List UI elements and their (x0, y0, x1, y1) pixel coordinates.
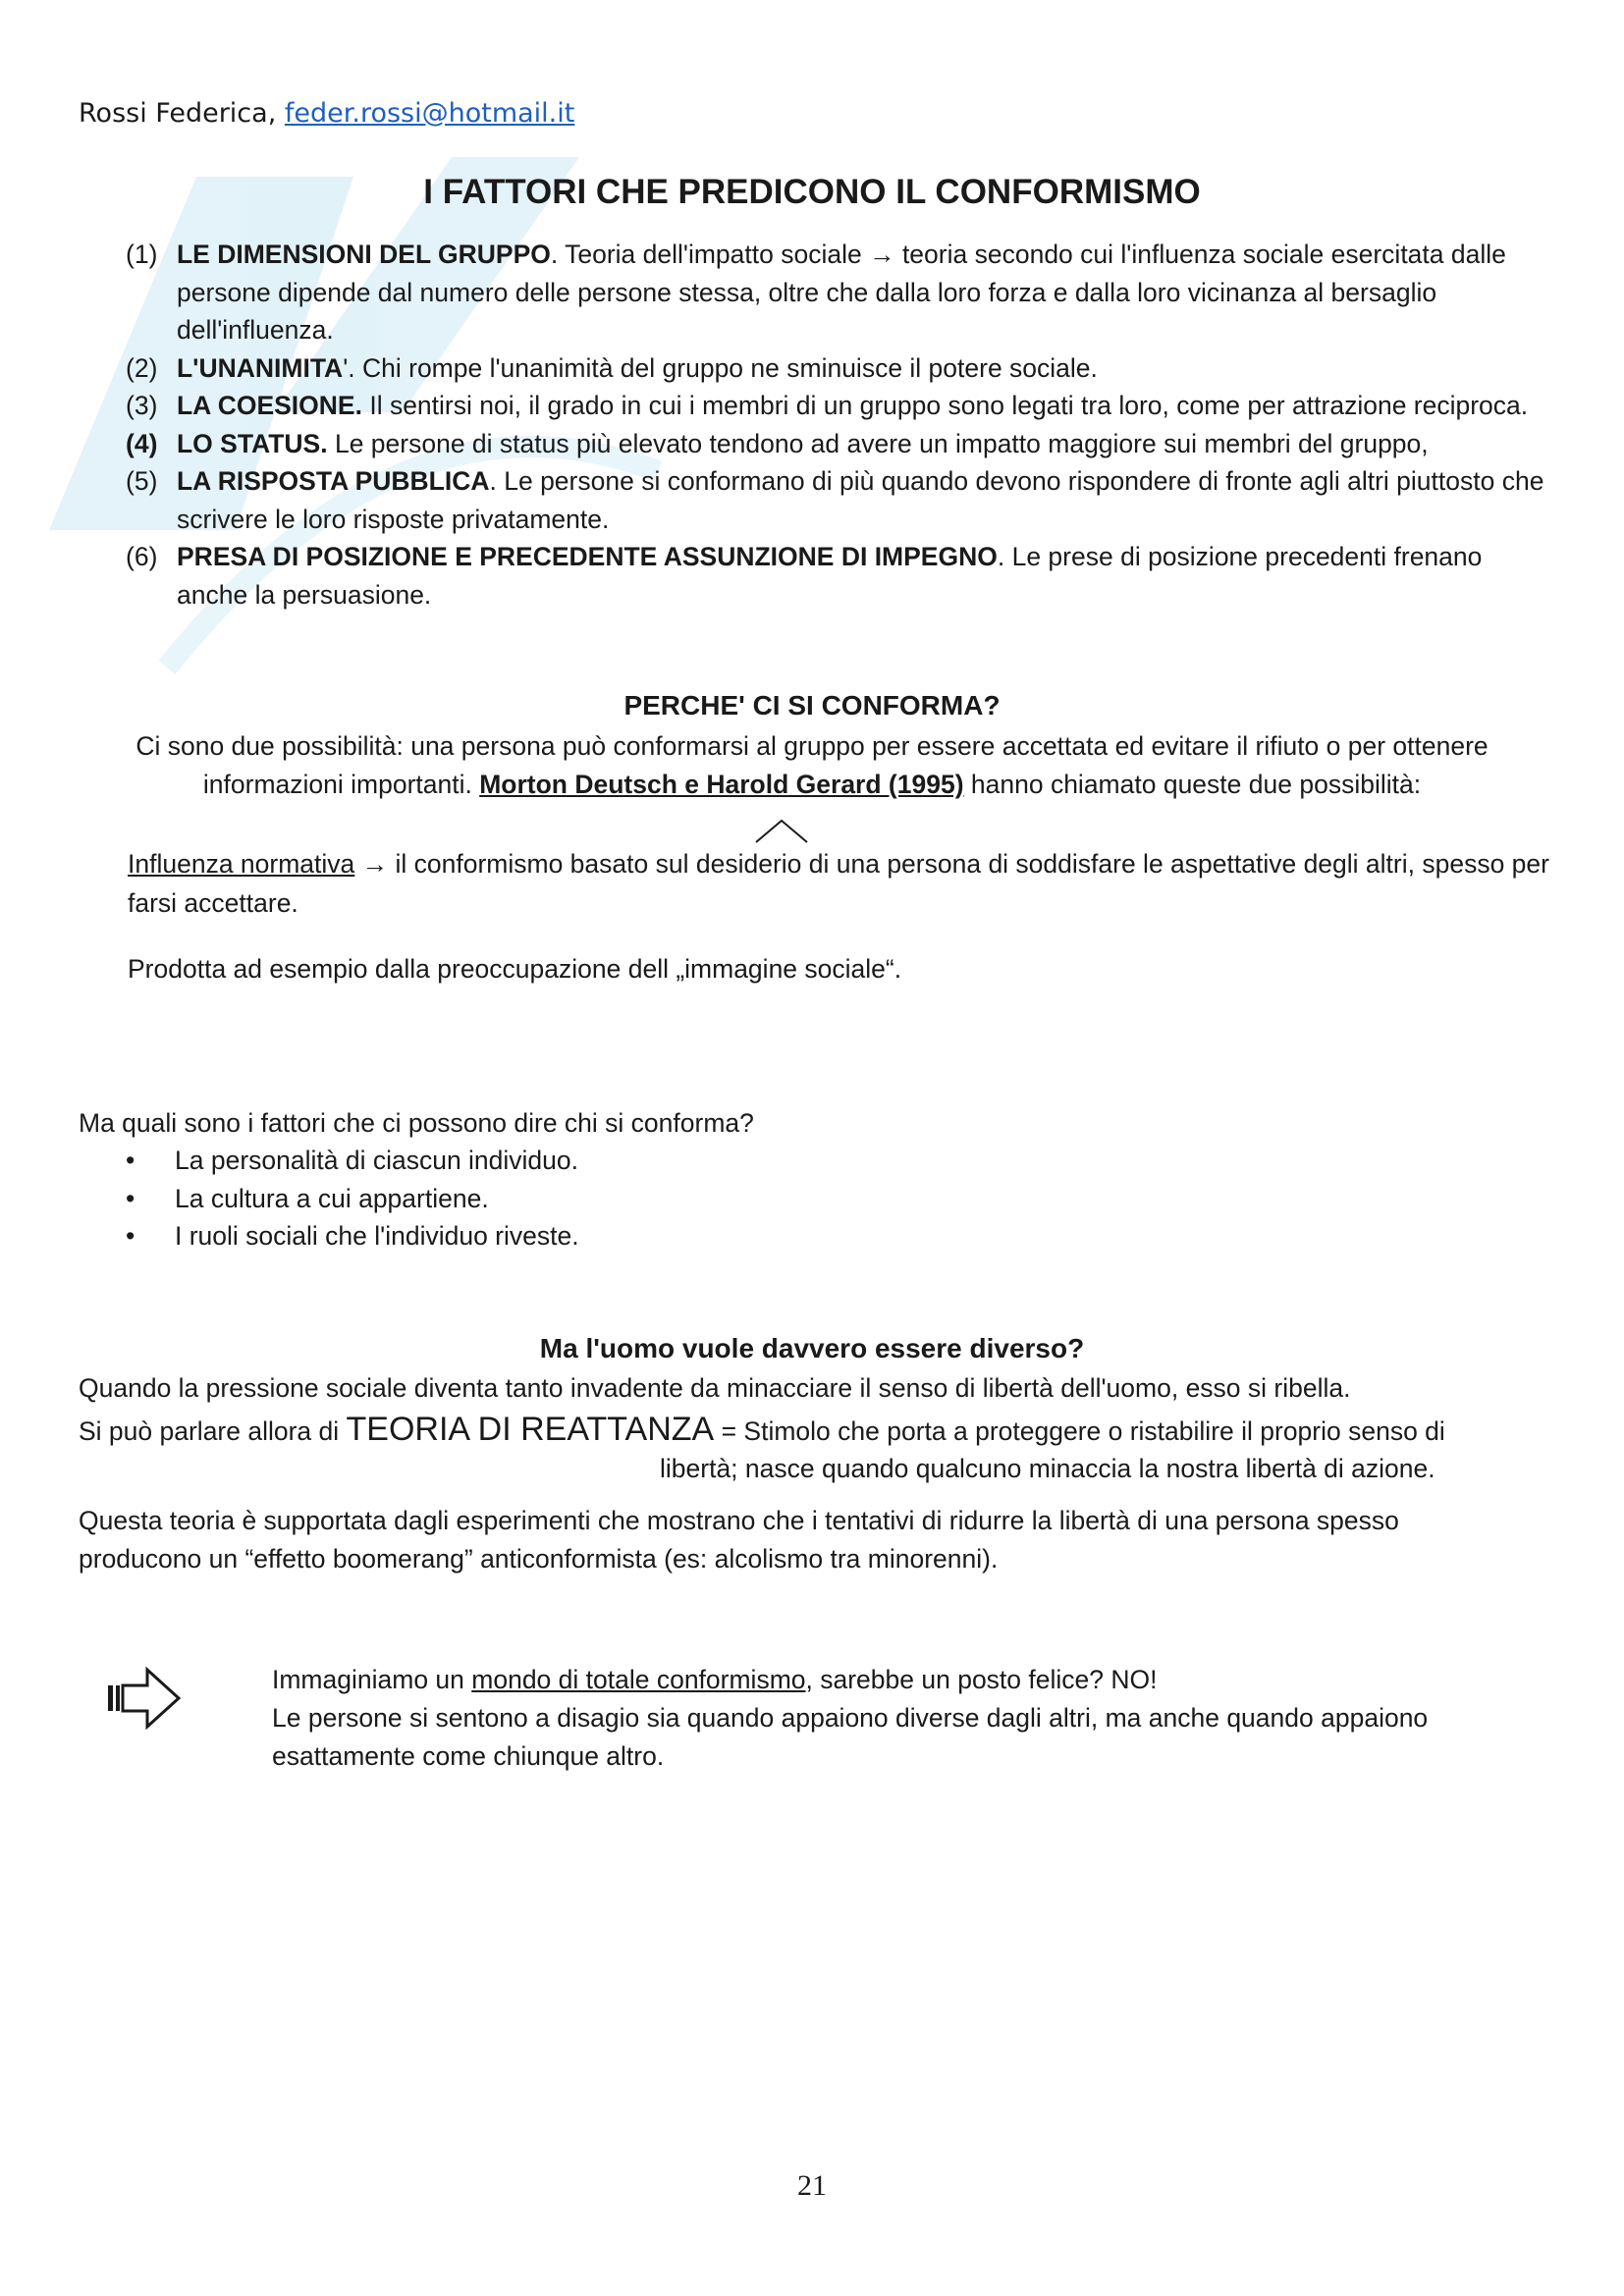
list-item-text: La personalità di ciascun individuo. (175, 1146, 579, 1175)
item-heading: LO STATUS. (177, 428, 328, 458)
item-text: '. Chi rompe l'unanimità del gruppo ne sminuisce il potere sociale. (343, 352, 1098, 383)
item-number: (1) (126, 240, 158, 269)
note-line1 (272, 1661, 1539, 1699)
item-text: Le persone di status più elevato tendono ad avere un impatto maggiore sui membri del gruppo, (327, 428, 1429, 458)
item-text: Il sentirsi noi, il grado in cui i membri di un gruppo sono legati tra loro, come per attrazione reciproca. (361, 391, 1529, 420)
list-item: • La personalità di ciascun individuo. (126, 1142, 579, 1180)
note-line2: Le persone si sentono a disagio sia quando appaiono diverse dagli altri, ma anche quando appaiono esattamente come chiunque altro. (272, 1703, 1429, 1771)
list-item-text: La cultura a cui appartiene. (175, 1183, 489, 1213)
term-reactance: TEORIA DI REATTANZA (346, 1411, 715, 1448)
item-number: (5) (126, 466, 158, 496)
cited-authors: Morton Deutsch e Harold Gerard (1995) (479, 769, 964, 799)
arrow-right-icon (106, 1664, 183, 1733)
why-intro-text: Ci sono due possibilità: una persona può conformarsi al gruppo per essere accettata ed evitare il rifiuto o per ottenere informazioni importanti. (135, 731, 1489, 799)
list-item (126, 387, 1559, 425)
diverse-paragraph: Questa teoria è supportata dagli esperimenti che mostrano che i tentativi di ridurre la libertà di una persona spesso producono un “effetto boomerang” anticonformista (es: alcolismo tra minorenni). (79, 1506, 1399, 1574)
list-item-text: I ruoli sociali che l'individuo riveste. (175, 1221, 579, 1251)
author-line (79, 98, 574, 129)
item-heading: L'UNANIMITA (177, 352, 344, 383)
diverse-line2 (79, 1411, 1571, 1450)
why-intro (98, 727, 1526, 803)
note-underlined: mondo di totale conformismo (471, 1665, 806, 1694)
normative-definition: → il conformismo basato sul desiderio di una persona di soddisfare le aspettative degli altri, spesso per farsi accettare. (128, 849, 1549, 918)
page-number: 21 (797, 2169, 827, 2202)
diverse-line2-pre: Si può parlare allora di (79, 1416, 347, 1446)
list-item (126, 349, 1559, 388)
list-item: • I ruoli sociali che l'individuo riveste. (126, 1217, 579, 1255)
term-normative: Influenza normativa (128, 849, 355, 879)
section-heading-diverse: Ma l'uomo vuole davvero essere diverso? (539, 1333, 1085, 1363)
item-text: . Teoria dell'impatto sociale → teoria secondo cui l'influenza sociale esercitata dalle persone dipende dal numero delle persone stessa, oltre che dalla loro forza e dalla loro vicinanza al bersaglio dell'influenza. (177, 240, 1506, 345)
item-heading: PRESA DI POSIZIONE E PRECEDENTE ASSUNZIONE DI IMPEGNO (177, 542, 998, 571)
why-intro-end: hanno chiamato queste due possibilità: (963, 769, 1422, 799)
note-post: , sarebbe un posto felice? NO! (805, 1665, 1158, 1694)
list-item (126, 462, 1559, 538)
diverse-line3: libertà; nasce quando qualcuno minaccia la nostra libertà di azione. (660, 1454, 1435, 1483)
note-block (272, 1661, 1539, 1776)
item-text: . Le persone si conformano di più quando devono rispondere di fronte agli altri piuttosto che scrivere le loro risposte privatamente. (177, 466, 1544, 534)
diverse-line1: Quando la pressione sociale diventa tanto invadente da minacciare il senso di libertà dell'uomo, esso si ribella. (79, 1373, 1351, 1403)
author-name: Rossi Federica, (79, 98, 277, 129)
caret-mark-icon (754, 817, 809, 844)
section-heading-why: PERCHE' CI SI CONFORMA? (623, 690, 1001, 721)
list-item (126, 538, 1559, 614)
normative-example: Prodotta ad esempio dalla preoccupazione dell „immagine sociale“. (128, 954, 902, 984)
item-heading: LA COESIONE. (177, 391, 362, 420)
item-number: (3) (126, 391, 158, 420)
item-text: . Le prese di posizione precedenti frenano anche la persuasione. (177, 542, 1483, 610)
note-pre: Immaginiamo un (272, 1665, 472, 1694)
item-heading: LE DIMENSIONI DEL GRUPPO (177, 240, 551, 269)
who-question: Ma quali sono i fattori che ci possono dire chi si conforma? (79, 1108, 754, 1138)
page-title: I FATTORI CHE PREDICONO IL CONFORMISMO (423, 173, 1201, 211)
list-item (126, 236, 1559, 349)
item-number: (6) (126, 542, 158, 571)
item-heading: LA RISPOSTA PUBBLICA (177, 466, 490, 496)
item-number: (2) (126, 352, 158, 383)
item-number: (4) (126, 428, 158, 458)
list-item: • La cultura a cui appartiene. (126, 1180, 579, 1218)
normative-influence (128, 844, 1571, 923)
diverse-line2-post: = Stimolo che porta a proteggere o ristabilire il proprio senso di (714, 1416, 1445, 1446)
list-item (126, 425, 1559, 463)
factors-list (126, 236, 1559, 614)
who-list (126, 1142, 579, 1255)
author-email-link[interactable]: feder.rossi@hotmail.it (284, 98, 575, 129)
